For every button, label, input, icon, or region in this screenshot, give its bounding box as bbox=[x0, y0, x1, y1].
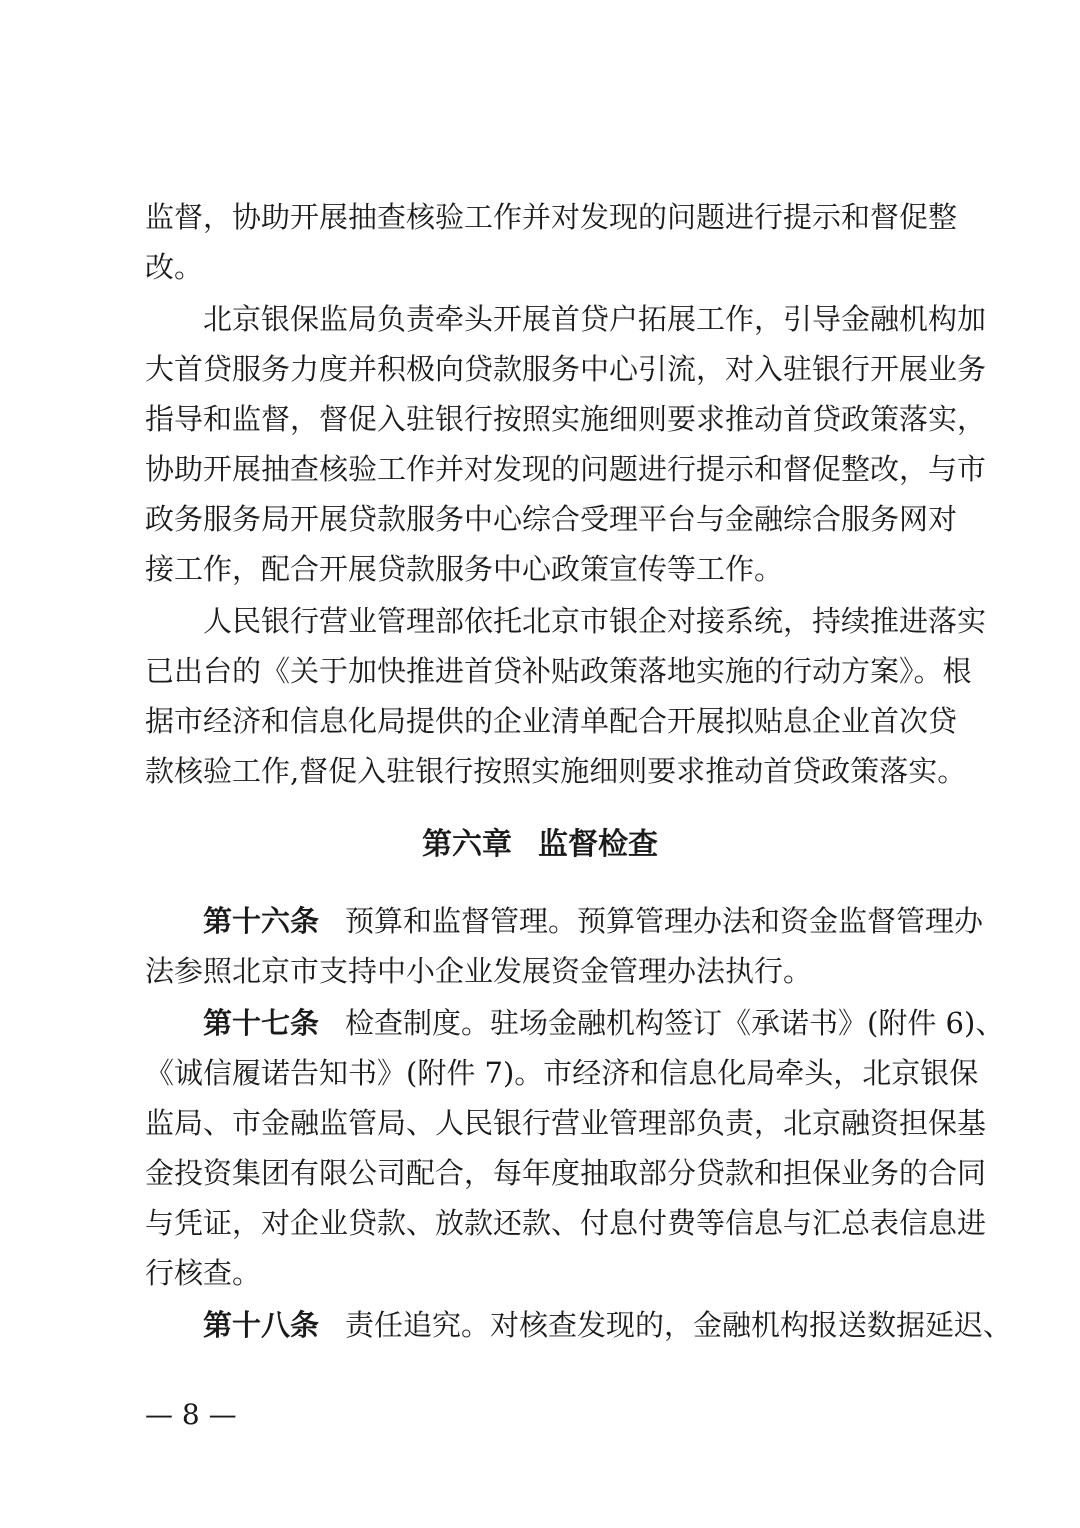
page-number: — 8 — bbox=[145, 1398, 237, 1431]
paragraph-line: 指导和监督，督促入驻银行按照实施细则要求推动首贷政策落实， bbox=[145, 402, 987, 436]
article-text: 检查制度。驻场金融机构签订《承诺书》(附件 6)、 bbox=[345, 1006, 1005, 1040]
paragraph-line: 接工作，配合开展贷款服务中心政策宣传等工作。 bbox=[145, 552, 784, 586]
paragraph-line: 改。 bbox=[145, 250, 204, 284]
paragraph-line: 大首贷服务力度并积极向贷款服务中心引流，对入驻银行开展业务 bbox=[145, 352, 987, 386]
paragraph-line: 监督，协助开展抽查核验工作并对发现的问题进行提示和督促整 bbox=[145, 200, 958, 234]
article-16-first-line bbox=[203, 896, 984, 946]
paragraph-line: 与凭证，对企业贷款、放款还款、付息付费等信息与汇总表信息进 bbox=[145, 1206, 987, 1240]
chapter-title: 监督检查 bbox=[538, 827, 658, 862]
paragraph-line: 监局、市金融监管局、人民银行营业管理部负责，北京融资担保基 bbox=[145, 1106, 987, 1140]
article-label: 第十六条 bbox=[203, 904, 320, 938]
paragraph-line: 协助开展抽查核验工作并对发现的问题进行提示和督促整改，与市 bbox=[145, 452, 987, 486]
paragraph-line: 款核验工作,督促入驻银行按照实施细则要求推动首贷政策落实。 bbox=[145, 754, 967, 788]
paragraph-line: 人民银行营业管理部依托北京市银企对接系统，持续推进落实 bbox=[203, 604, 987, 638]
paragraph-line: 已出台的《关于加快推进首贷补贴政策落地实施的行动方案》。根 bbox=[145, 654, 972, 688]
paragraph-line: 法参照北京市支持中小企业发展资金管理办法执行。 bbox=[145, 954, 813, 988]
paragraph-line: 金投资集团有限公司配合，每年度抽取部分贷款和担保业务的合同 bbox=[145, 1156, 987, 1190]
paragraph-line: 政务服务局开展贷款服务中心综合受理平台与金融综合服务网对 bbox=[145, 502, 958, 536]
article-17-first-line bbox=[203, 998, 1005, 1048]
paragraph-line: 据市经济和信息化局提供的企业清单配合开展拟贴息企业首次贷 bbox=[145, 704, 958, 738]
paragraph-line: 行核查。 bbox=[145, 1256, 262, 1290]
paragraph-line: 北京银保监局负责牵头开展首贷户拓展工作，引导金融机构加 bbox=[203, 302, 987, 336]
chapter-number: 第六章 bbox=[422, 827, 512, 862]
article-label: 第十七条 bbox=[203, 1006, 320, 1040]
article-text: 责任追究。对核查发现的，金融机构报送数据延迟、 bbox=[345, 1308, 1013, 1342]
article-18-first-line bbox=[203, 1300, 1013, 1350]
chapter-heading bbox=[0, 820, 1080, 870]
paragraph-line: 《诚信履诺告知书》(附件 7)。市经济和信息化局牵头，北京银保 bbox=[145, 1056, 979, 1090]
article-text: 预算和监督管理。预算管理办法和资金监督管理办 bbox=[345, 904, 984, 938]
article-label: 第十八条 bbox=[203, 1308, 320, 1342]
